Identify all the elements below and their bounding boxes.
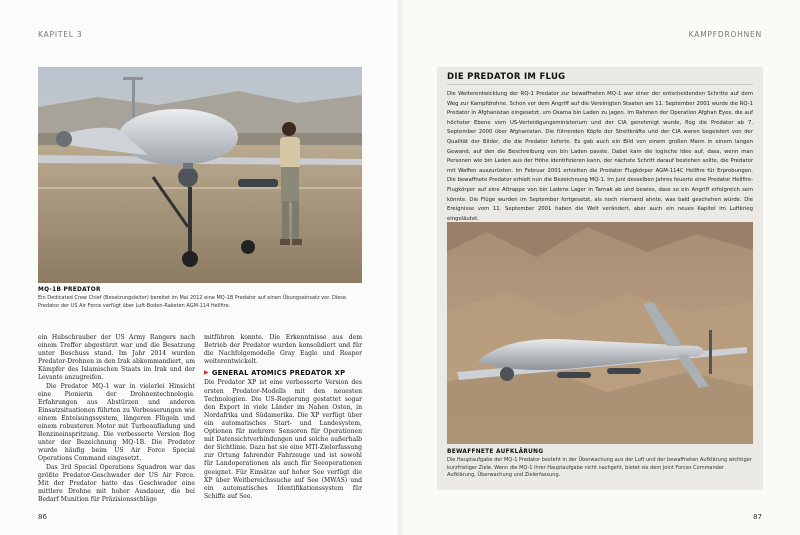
page-number-left: 86 [38,513,47,521]
section-heading [204,369,362,377]
predator-flight-photo [447,222,753,444]
running-head-right: KAMPFDROHNEN [688,30,762,39]
body-paragraph: Die Predator XP ist eine verbesserte Version des ersten Predator-Modells mit den neuesten Technologien. Die US-Regierung gestattet sogar den Export in viele Länder im Nahen Osten, in Nordafrika und Südamerika. Die XP verfügt über ein automatisches Start- und Landesystem, Optionen für mehrere Sensoren für Operationen mit Datensichtverbindungen und solche außerhalb der Sichtlinie. Dazu hat sie eine MTI-Zielerfassung zur Ortung fahrender Fahrzeuge und ist sowohl für Landoperationen als auch für Seeoperationen geeignet. Für Einsätze auf hoher See verfügt die XP über Weitbereichssuche auf See (MWAS) und ein automatisches Identifikationssystem für Schiffe auf See. [204,379,362,500]
book-gutter [398,0,402,535]
right-photo-caption [447,449,753,480]
caption-text: Die Hauptaufgabe der MQ-1 Predator besteht in der Überwachung aus der Luft und der bewaffneten Aufklärung wichtiger kurzfristiger Ziele. Wenn die MQ-1 ihrer Hauptaufgabe nicht nachgeht, bietet sie dem Joint Forces Commander Aufklärung, Überwachung und Zielerfassung. [447,457,752,478]
sidebar-box-title: DIE PREDATOR IM FLUG [447,72,566,82]
left-column-1 [38,334,195,504]
sidebar-box-rule [447,84,753,85]
caption-text: Ein Dedicated Crew Chief (Besatzungsleiter) bereitet im Mai 2012 eine MQ-1B Predator auf einen Übungseinsatz vor. Diese Predator der US Air Force verfügt über Luft-Boden-Raketen AGM-114 Hellfire. [38,295,346,309]
left-photo-caption [38,287,362,310]
left-column-2 [204,334,362,501]
running-head-left: KAPITEL 3 [38,30,83,39]
caption-title: BEWAFFNETE AUFKLÄRUNG [447,449,544,455]
predator-ground-photo [38,67,362,283]
body-paragraph: mitführen konnte. Die Erkenntnisse aus dem Betrieb der Predator wurden konsolidiert und für die Nachfolgemodelle Gray Eagle und Reaper weiterentwickelt. [204,334,362,366]
section-heading-label: GENERAL ATOMICS PREDATOR XP [211,369,346,378]
body-paragraph: ein Hubschrauber der US Army Rangers nach einem Treffer abgestürzt war und die Besatzung unter Beschuss stand. Im Jahr 2014 wurden Predator-Drohnen in den Irak abkommandiert, um Kämpfer des Islamischen Staats im Irak und der Levante anzugreifen. [38,334,195,382]
caption-title: MQ-1B PREDATOR [38,287,101,293]
page-number-right: 87 [753,513,762,521]
triangle-bullet-icon: ▶ [204,369,209,377]
body-paragraph: Die Predator MQ-1 war in vielerlei Hinsicht eine Pionierin der Drohnentechnologie. Erfahrungen aus Abstürzen und anderen Einsatzsituationen führten zu Verbesserungen wie einem Enteisungssystem, längeren Flügeln und einem robusteren Motor mit Turboaufladung und Benzineinspritzung. Die verbesserte Version flog unter der Bezeichnung MQ-1B. Die Predator wurde häufig beim US Air Force Special Operations Command eingesetzt. [38,382,195,463]
sidebar-box-text: Die Weiterentwicklung der RQ-1 Predator zur bewaffneten MQ-1 war einer der entscheidenden Schritte auf dem Weg zur Kampfdrohne. Schon vor dem Angriff auf die Vereinigten Staaten am 11. September 2001 wurde die RQ-1 Predator in Afghanistan eingesetzt, um Osama bin Laden zu jagen. Im Rahmen der Operation Afghan Eyes, die auf höchster Ebene vom US-Verteidigungsministerium und der CIA genehmigt wurde, flog die Predator ab 7. September 2000 über Afghanistan. Die führenden Köpfe der Streitkräfte und der CIA waren begeistert von der Qualität der Bilder, die die Predator lieferte. Es gab auch ein Bild von einem großen Mann in einem langen Gewand, auf den die Beschreibung von bin Laden passte. Dabei kam die logische Idee auf, dass, wenn man Personen wie bin Laden aus der Höhe identifizieren kann, der nächste Schritt darauf bestehen sollte, die Predator mit Waffen auszurüsten. Im Februar 2001 erhielten die Predator Flugkörper AGM-114C Hellfire für Erprobungen. Die bewaffnete Predator erhielt nun die Bezeichnung MQ-1. Im Juni desselben Jahres feuerte eine Predator Hellfire-Flugkörper auf eine Attrappe von bin Ladens Lager in Tarnak ab und bewies, dass so ein Angriff erfolgreich sein könnte. Die Flüge wurden im September fortgesetzt, als noch niemand ahnte, was bald geschehen würde. Die Ereignisse vom 11. September 2001 haben die Welt verändert, aber auch ein neues Kapitel im Luftkrieg eingeläutet. [447,91,753,222]
body-paragraph: Das 3rd Special Operations Squadron war das größte Predator-Geschwader der US Air Force. Mit der Predator hatte das Geschwader eine mittlere Drohne mit hoher Ausdauer, die bei Bedarf Munition für Präzisionsschläge [38,463,195,503]
